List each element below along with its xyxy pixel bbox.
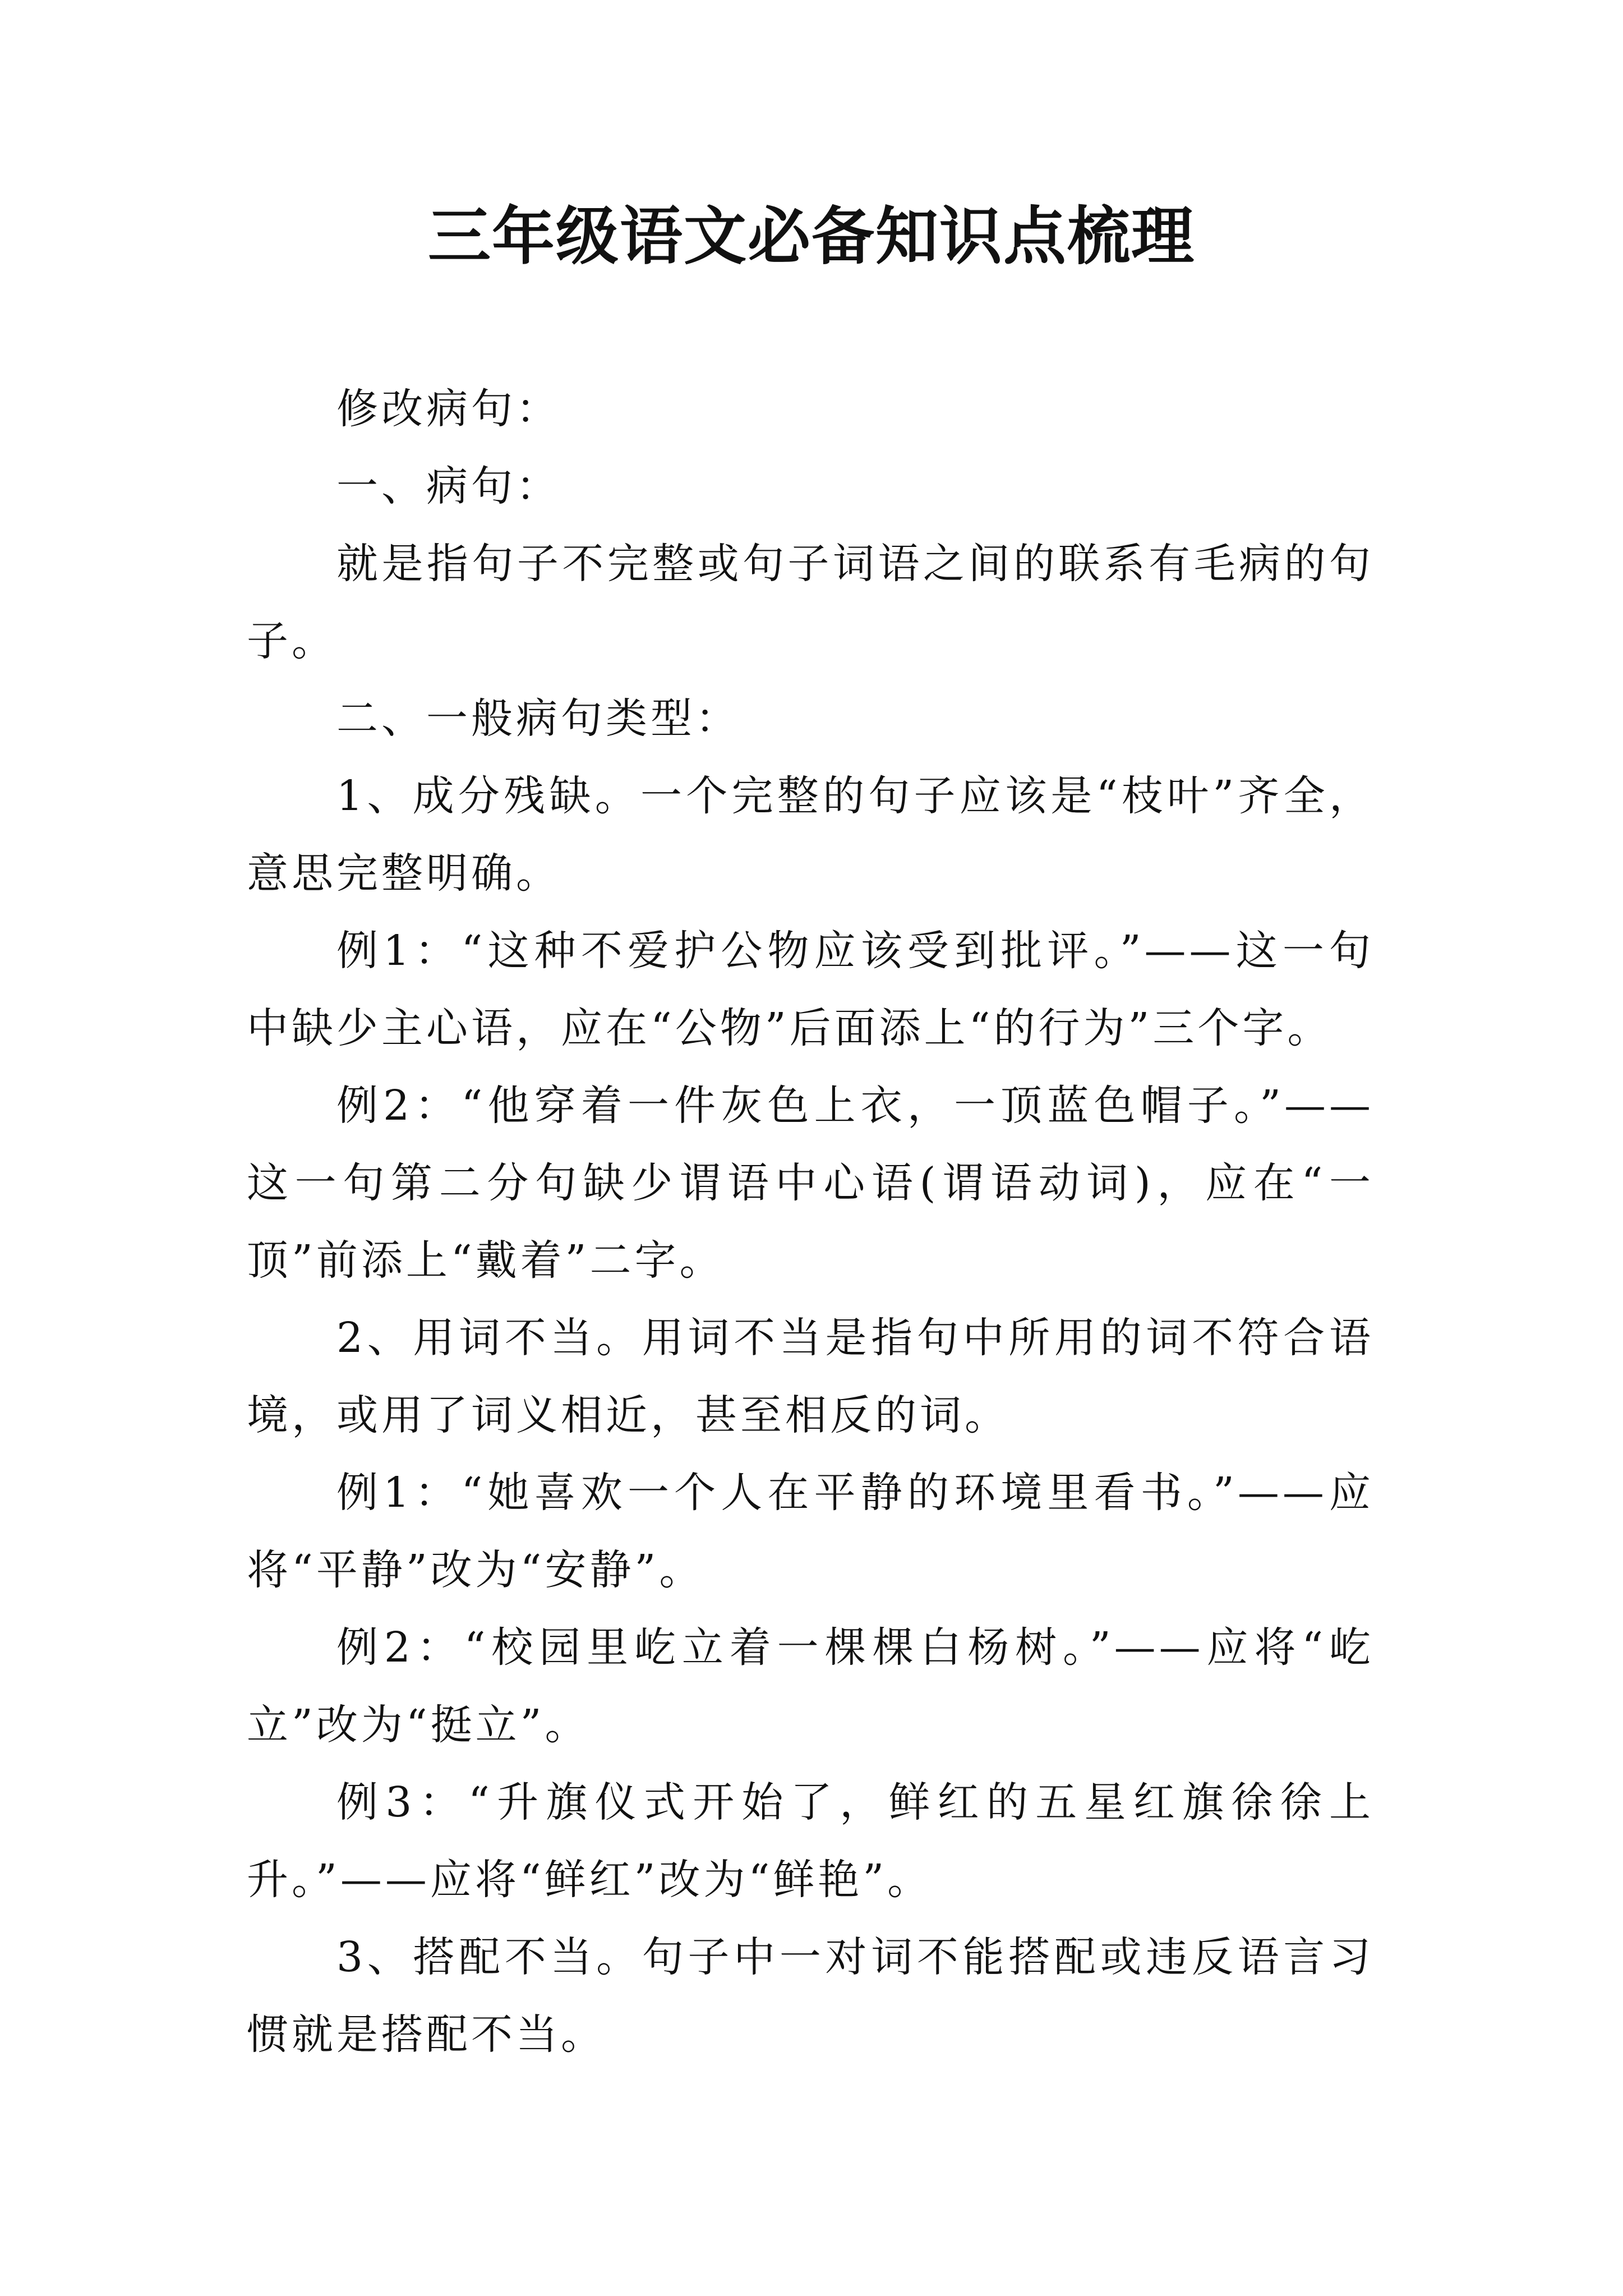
document-body [247,370,1374,2073]
paragraph: 二、一般病句类型： [336,694,740,743]
paragraph: 就是指句子不完整或句子词语之间的联系有毛病的句子。 [247,540,1374,665]
paragraph: 例2：“他穿着一件灰色上衣，一顶蓝色帽子。”——这一句第二分句缺少谓语中心语(谓语动词)，应在“一顶”前添上“戴着”二字。 [247,1082,1374,1285]
paragraph: 2、用词不当。用词不当是指句中所用的词不符合语境，或用了词义相近，甚至相反的词。 [247,1314,1374,1439]
paragraph: 例1：“她喜欢一个人在平静的环境里看书。”——应将“平静”改为“安静”。 [247,1469,1374,1594]
document-title: 三年级语文必备知识点梳理 [428,200,1195,273]
paragraph: 例1：“这种不爱护公物应该受到批评。”——这一句中缺少主心语，应在“公物”后面添上“的行为”三个字。 [247,927,1374,1052]
paragraph: 例2：“校园里屹立着一棵棵白杨树。”——应将“屹立”改为“挺立”。 [247,1623,1374,1749]
paragraph: 修改病句： [336,385,561,433]
paragraph: 1、成分残缺。一个完整的句子应该是“枝叶”齐全，意思完整明确。 [247,772,1374,898]
paragraph: 一、病句： [336,462,561,510]
paragraph: 例3：“升旗仪式开始了，鲜红的五星红旗徐徐上升。”——应将“鲜红”改为“鲜艳”。 [247,1778,1374,1904]
paragraph: 3、搭配不当。句子中一对词不能搭配或违反语言习惯就是搭配不当。 [247,1933,1374,2059]
